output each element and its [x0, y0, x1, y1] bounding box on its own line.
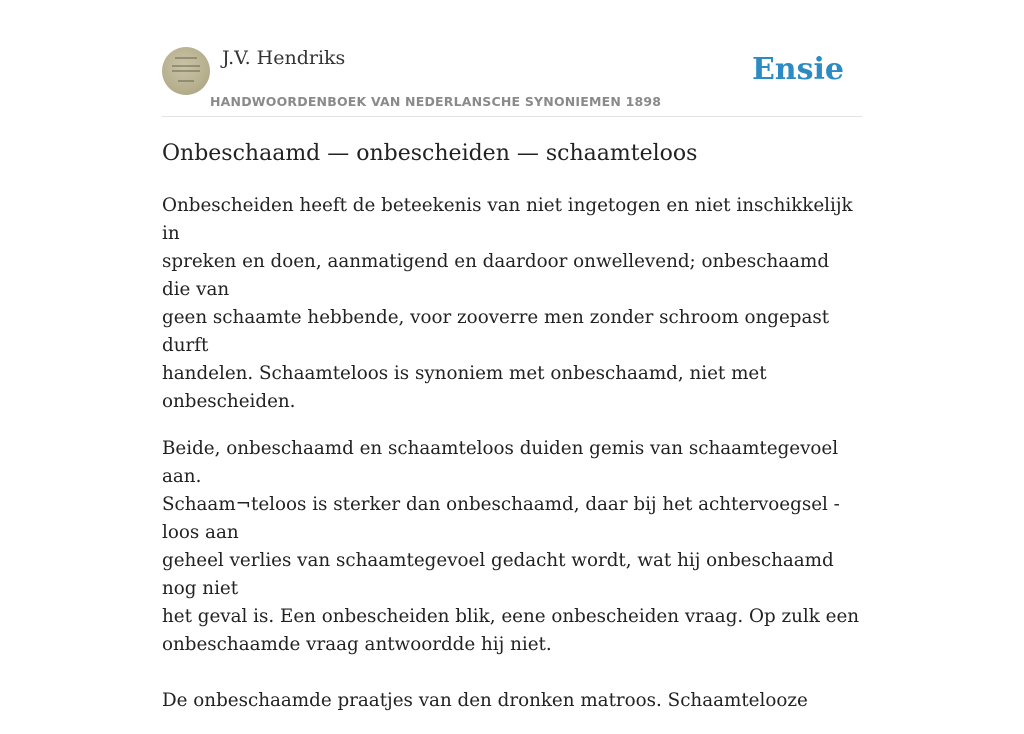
cover-line: [175, 57, 197, 59]
brand-logo[interactable]: Ensie: [751, 52, 844, 87]
paragraph: De onbeschaamde praatjes van den dronken matroos. Schaamtelooze: [162, 690, 808, 711]
book-cover-icon[interactable]: [162, 47, 210, 95]
cover-line: [172, 65, 200, 67]
page-title: Onbeschaamd — onbescheiden — schaamteloos: [162, 141, 698, 166]
author-name[interactable]: J.V. Hendriks: [222, 47, 346, 69]
article-body: [162, 192, 862, 734]
paragraph: Onbescheiden heeft de beteekenis van niet ingetogen en niet inschikkelijk in spreken en doen, aanmatigend en daardoor onwellevend; onbeschaamd die van geen schaamte hebbende, voor zooverre men zonder schroom ongepast durft handelen. Schaamteloos is synoniem met onbeschaamd, niet met onbescheiden.: [162, 195, 853, 412]
cover-line: [172, 70, 200, 72]
source-title[interactable]: HANDWOORDENBOEK VAN NEDERLANSCHE SYNONIEMEN 1898: [210, 94, 662, 109]
paragraph: Beide, onbeschaamd en schaamteloos duiden gemis van schaamtegevoel aan. Schaam¬teloos is sterker dan onbeschaamd, daar bij het achtervoegsel -loos aan geheel verlies van schaamtegevoel gedacht wordt, wat hij onbeschaamd nog niet het geval is. Een onbescheiden blik, eene onbescheiden vraag. Op zulk een onbeschaamde vraag antwoordde hij niet.: [162, 438, 860, 655]
header: [162, 46, 862, 117]
cover-line: [178, 80, 194, 82]
